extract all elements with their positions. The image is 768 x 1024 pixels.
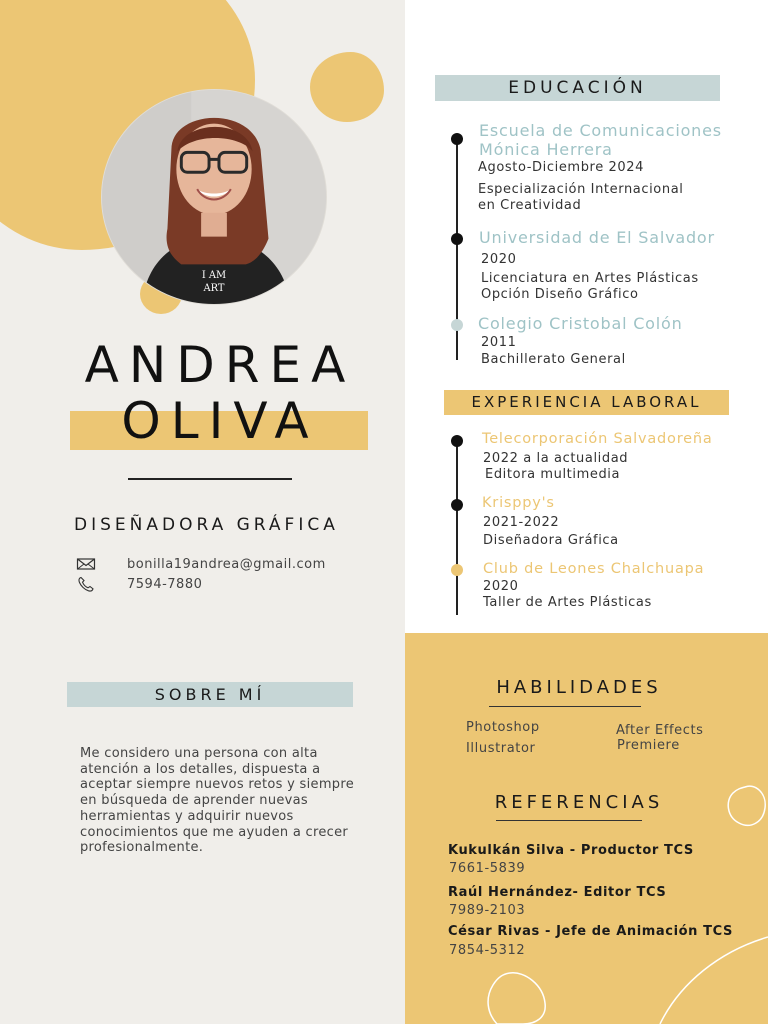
experience-title: Krisppy's — [482, 495, 555, 511]
timeline-dot — [451, 564, 463, 576]
about-line: Me considero una persona con alta — [80, 746, 318, 761]
about-line: conocimientos que me ayuden a crecer — [80, 824, 349, 840]
education-date: 2011 — [481, 335, 517, 350]
about-line: aceptar siempre nuevos retos y siempre — [80, 777, 355, 793]
education-detail: Opción Diseño Gráfico — [481, 287, 639, 302]
education-detail: Bachillerato General — [481, 352, 626, 367]
references-divider — [496, 820, 642, 821]
timeline-dot — [451, 499, 463, 511]
reference-name: Raúl Hernández- Editor TCS — [448, 885, 667, 900]
about-line: profesionalmente. — [80, 840, 204, 856]
skill-item: After Effects — [616, 723, 704, 738]
reference-name: César Rivas - Jefe de Animación TCS — [448, 924, 733, 939]
profile-photo — [101, 89, 327, 305]
contact-phone-row[interactable] — [76, 576, 202, 592]
shirt-text-line-2: ART — [203, 283, 225, 295]
experience-date: 2021-2022 — [483, 515, 560, 530]
experience-date: 2020 — [483, 579, 519, 594]
about-paragraph — [80, 746, 390, 856]
envelope-icon — [76, 556, 96, 572]
references-heading: REFERENCIAS — [494, 792, 664, 813]
reference-phone: 7661-5839 — [449, 861, 526, 876]
education-detail: Especialización Internacional — [478, 182, 684, 197]
timeline-dot — [451, 435, 463, 447]
experience-timeline — [456, 440, 458, 615]
experience-date: 2022 a la actualidad — [483, 451, 629, 466]
education-title: Colegio Cristobal Colón — [478, 314, 683, 333]
education-title: Universidad de El Salvador — [479, 228, 715, 247]
experience-heading: EXPERIENCIA LABORAL — [444, 390, 729, 415]
education-detail: en Creatividad — [478, 198, 582, 213]
timeline-dot — [451, 233, 463, 245]
email-text[interactable]: bonilla19andrea@gmail.com — [127, 556, 326, 572]
shirt-text-line-1: I AM — [201, 270, 227, 282]
name-divider — [128, 478, 292, 480]
skills-heading: HABILIDADES — [496, 677, 662, 698]
timeline-dot — [451, 319, 463, 331]
skill-item: Photoshop — [466, 720, 540, 735]
education-title: Escuela de Comunicaciones — [479, 121, 722, 140]
about-line: herramientas y adquirir nuevos — [80, 808, 294, 824]
about-line: en búsqueda de aprender nuevas — [80, 793, 309, 809]
portrait-illustration — [102, 90, 326, 304]
reference-phone: 7854-5312 — [449, 943, 526, 958]
last-name: OLIVA — [121, 392, 319, 450]
about-line: atención a los detalles, dispuesta a — [80, 761, 321, 777]
education-title: Mónica Herrera — [479, 140, 613, 159]
about-heading: SOBRE MÍ — [67, 682, 353, 707]
skills-divider — [489, 706, 641, 707]
skill-item: Premiere — [617, 738, 680, 753]
phone-icon — [76, 576, 96, 592]
experience-role: Diseñadora Gráfica — [483, 533, 619, 548]
education-detail: Licenciatura en Artes Plásticas — [481, 271, 699, 286]
phone-text[interactable]: 7594-7880 — [127, 576, 203, 592]
reference-phone: 7989-2103 — [449, 903, 526, 918]
experience-role: Taller de Artes Plásticas — [483, 595, 652, 610]
skill-item: Illustrator — [466, 741, 536, 756]
experience-title: Telecorporación Salvadoreña — [482, 431, 713, 447]
contact-email-row[interactable] — [76, 556, 326, 572]
first-name: ANDREA — [84, 336, 356, 394]
job-title: DISEÑADORA GRÁFICA — [74, 515, 339, 535]
education-date: 2020 — [481, 252, 517, 267]
experience-role: Editora multimedia — [485, 467, 621, 482]
timeline-dot — [451, 133, 463, 145]
reference-name: Kukulkán Silva - Productor TCS — [448, 843, 694, 858]
decorative-blob-small — [310, 52, 384, 122]
experience-title: Club de Leones Chalchuapa — [483, 561, 705, 577]
education-date: Agosto-Diciembre 2024 — [478, 160, 645, 175]
education-heading: EDUCACIÓN — [435, 75, 720, 101]
